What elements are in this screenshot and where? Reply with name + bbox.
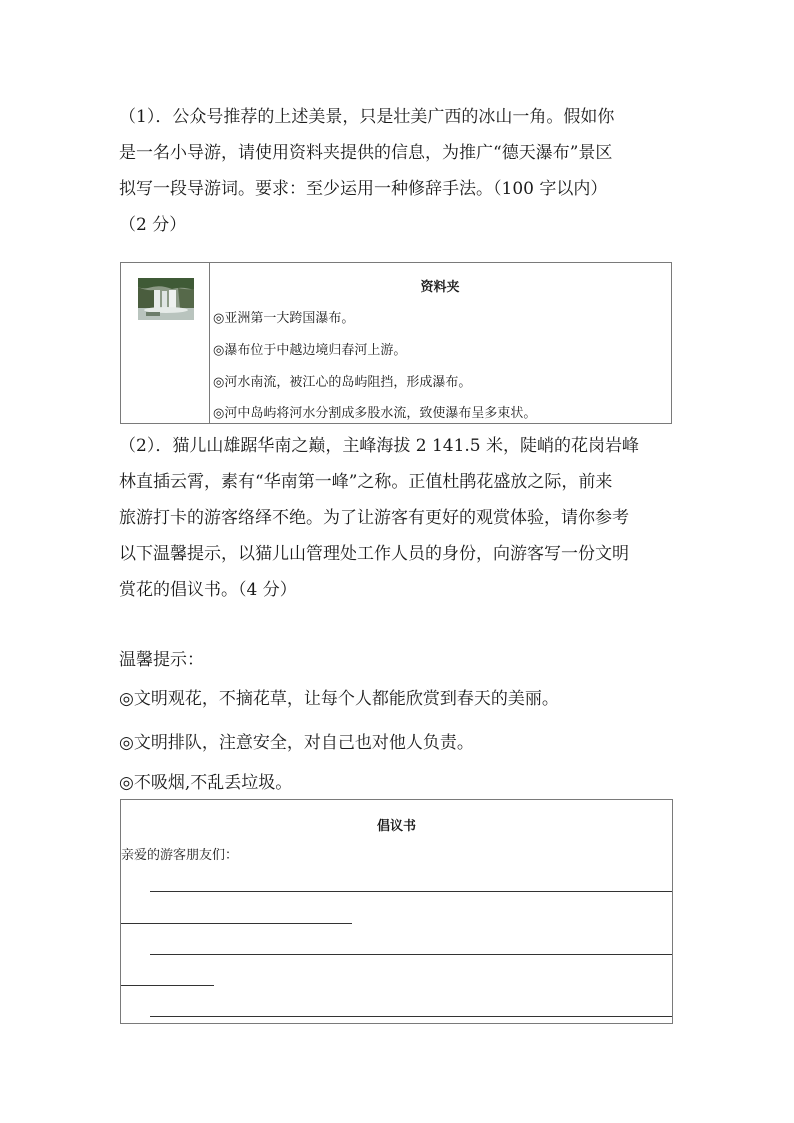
tip-item: ◎不吸烟,不乱丢垃圾。	[119, 773, 293, 793]
question-2-line: 旅游打卡的游客络绎不绝。为了让游客有更好的观赏体验，请你参考	[119, 508, 629, 528]
proposal-greeting: 亲爱的游客朋友们：	[121, 848, 239, 863]
folder-item: ◎河中岛屿将河水分割成多股水流，致使瀑布呈多束状。	[213, 406, 537, 421]
waterfall-photo	[138, 278, 194, 320]
question-1-line: （1）．公众号推荐的上述美景，只是壮美广西的冰山一角。假如你	[119, 107, 615, 127]
folder-item: ◎河水南流，被江心的岛屿阻挡，形成瀑布。	[213, 375, 472, 390]
proposal-box	[120, 799, 673, 1024]
writing-line[interactable]	[150, 891, 672, 892]
folder-item: ◎亚洲第一大跨国瀑布。	[213, 311, 355, 326]
question-2-line: （2）．猫儿山雄踞华南之巅，主峰海拔 2 141.5 米，陡峭的花岗岩峰	[119, 436, 640, 456]
proposal-title: 倡议书	[376, 819, 416, 834]
writing-line[interactable]	[150, 954, 672, 955]
question-2-line: 以下温馨提示，以猫儿山管理处工作人员的身份，向游客写一份文明	[119, 544, 629, 564]
tips-heading: 温馨提示：	[119, 650, 204, 670]
folder-title: 资料夹	[420, 280, 460, 295]
question-1-line: 是一名小导游，请使用资料夹提供的信息，为推广“德天瀑布”景区	[119, 143, 613, 163]
question-1-text	[119, 99, 679, 243]
question-1-line: （2 分）	[119, 215, 187, 235]
writing-line[interactable]	[121, 923, 352, 924]
folder-item: ◎瀑布位于中越边境归春河上游。	[213, 343, 407, 358]
tip-item: ◎文明观花，不摘花草，让每个人都能欣赏到春天的美丽。	[119, 689, 559, 709]
question-2-line: 林直插云霄，素有“华南第一峰”之称。正值杜鹃花盛放之际，前来	[119, 472, 613, 492]
writing-line[interactable]	[121, 985, 214, 986]
writing-line[interactable]	[150, 1016, 672, 1017]
question-2-text	[119, 428, 679, 608]
question-2-line: 赏花的倡议书。（4 分）	[119, 580, 297, 600]
tip-item: ◎文明排队，注意安全，对自己也对他人负责。	[119, 733, 474, 753]
question-1-line: 拟写一段导游词。要求：至少运用一种修辞手法。（100 字以内）	[119, 179, 608, 199]
info-folder-table	[120, 262, 672, 424]
